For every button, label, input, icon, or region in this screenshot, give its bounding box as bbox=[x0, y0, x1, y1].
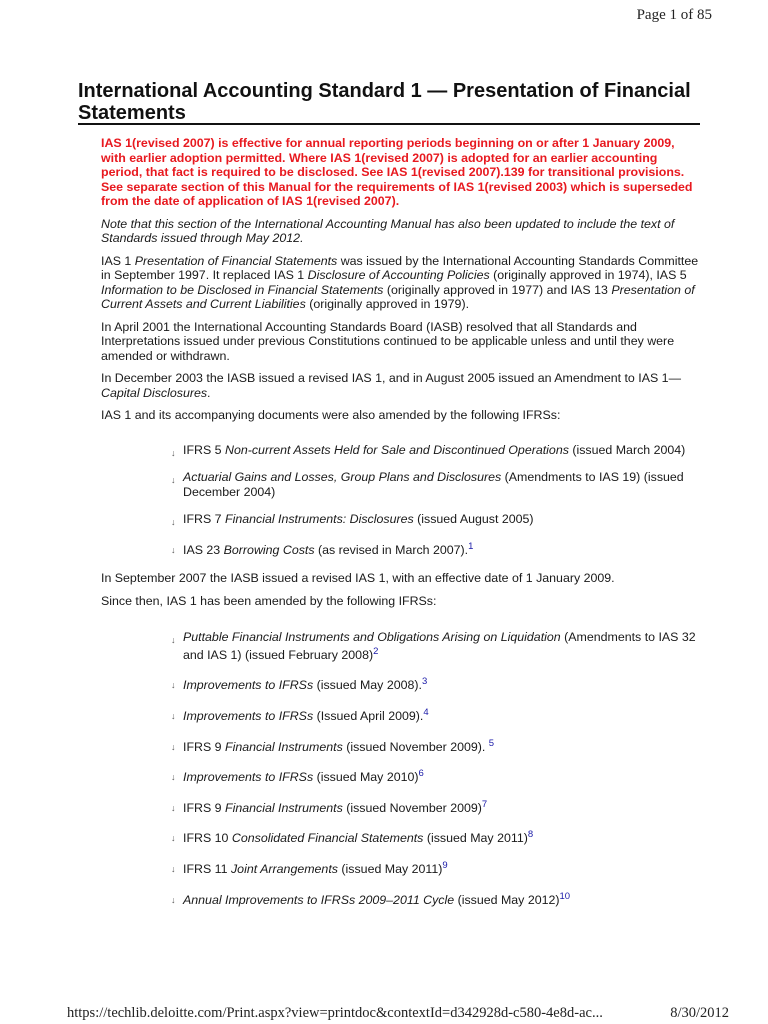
page-title: International Accounting Standard 1 — Presentation of Financial Statements bbox=[78, 80, 691, 124]
para3-text-a: In December 2003 the IASB issued a revised IAS 1, and in August 2005 issued an Amendment to IAS 1— bbox=[101, 371, 681, 385]
item-title: Improvements to IFRSs bbox=[183, 709, 314, 723]
item-title: Puttable Financial Instruments and Obligations Arising on Liquidation bbox=[183, 630, 561, 645]
para1-text-g: (originally approved in 1977) and IAS 13 bbox=[383, 282, 612, 297]
list-item-text bbox=[183, 470, 703, 499]
para1-title-old-ias1: Disclosure of Accounting Policies bbox=[307, 268, 490, 282]
list-item-text bbox=[183, 798, 703, 816]
item-prefix: IFRS 7 bbox=[183, 512, 225, 526]
footnote-link[interactable]: 8 bbox=[527, 829, 534, 841]
item-title: Financial Instruments: Disclosures bbox=[225, 512, 414, 526]
amendments-intro-2: Since then, IAS 1 has been amended by the following IFRSs: bbox=[101, 593, 437, 608]
item-suffix: (Amendments to IAS 32 and IAS 1) (issued February 2008) bbox=[183, 630, 696, 662]
list-item bbox=[101, 859, 701, 877]
amendments-intro: IAS 1 and its accompanying documents were also amended by the following IFRSs: bbox=[101, 408, 561, 422]
item-prefix: IFRS 9 bbox=[183, 739, 225, 754]
list-item-text bbox=[183, 675, 703, 693]
item-suffix: (Amendments to IAS 19) (issued December 2004) bbox=[183, 470, 684, 499]
list-item bbox=[101, 512, 701, 527]
list-item bbox=[101, 828, 701, 846]
bullet-icon: ↓ bbox=[171, 833, 176, 844]
item-title: Consolidated Financial Statements bbox=[231, 831, 424, 846]
history-paragraph bbox=[101, 254, 701, 312]
list-item bbox=[101, 767, 701, 785]
footer-date: 8/30/2012 bbox=[670, 1005, 729, 1021]
list-item-text bbox=[183, 828, 703, 846]
list-item-text bbox=[183, 443, 703, 458]
item-suffix: (as revised in March 2007). bbox=[314, 542, 469, 557]
item-prefix: IFRS 10 bbox=[183, 831, 232, 846]
item-title: Financial Instruments bbox=[225, 739, 343, 754]
list-item-text bbox=[183, 706, 703, 724]
amendments-list-1 bbox=[101, 443, 701, 558]
list-item bbox=[101, 737, 701, 755]
update-note-text: Note that this section of the International Accounting Manual has also been updated to include the text of Standards issued through May 2012. bbox=[101, 216, 675, 245]
document-body bbox=[101, 136, 701, 921]
footnote-link[interactable]: 1 bbox=[468, 540, 474, 552]
para1-text-c: was issued by the International Accounting Standards Committee in September 1997. It replaced IAS 1 bbox=[101, 253, 699, 282]
list-item-text bbox=[183, 737, 703, 755]
bullet-icon: ↓ bbox=[171, 772, 176, 783]
item-title: Borrowing Costs bbox=[223, 542, 315, 557]
list-item-text bbox=[183, 630, 703, 662]
item-title: Financial Instruments bbox=[225, 800, 343, 815]
item-suffix: (issued August 2005) bbox=[413, 512, 534, 526]
footnote-link[interactable]: 5 bbox=[488, 737, 495, 749]
list-item bbox=[101, 630, 701, 662]
item-suffix: (issued March 2004) bbox=[568, 442, 686, 457]
bullet-icon: ↓ bbox=[171, 517, 176, 527]
footnote-link[interactable]: 7 bbox=[481, 798, 488, 810]
footnote-link[interactable]: 3 bbox=[421, 676, 428, 688]
list-item bbox=[101, 540, 701, 558]
bullet-icon: ↓ bbox=[171, 864, 176, 874]
footnote-link[interactable]: 9 bbox=[442, 860, 448, 871]
iasb-paragraph: In April 2001 the International Accounting Standards Board (IASB) resolved that all Standards and Interpretations issued under previous Constitutions continued to be applicable unless and until they were amended or withdrawn. bbox=[101, 319, 675, 363]
para1-text-i: (originally approved in 1979). bbox=[305, 297, 470, 311]
list-item bbox=[101, 470, 701, 499]
list-item bbox=[101, 675, 701, 693]
item-title: Non-current Assets Held for Sale and Discontinued Operations bbox=[225, 442, 569, 457]
update-note bbox=[101, 217, 701, 246]
item-title: Joint Arrangements bbox=[230, 862, 338, 877]
para1-title-ias13: Presentation of Current Assets and Current Liabilities bbox=[101, 282, 695, 311]
revised-paragraph: In September 2007 the IASB issued a revised IAS 1, with an effective date of 1 January 2009. bbox=[101, 571, 615, 586]
item-suffix: (issued May 2010) bbox=[313, 770, 419, 785]
footnote-link[interactable]: 4 bbox=[423, 706, 429, 718]
item-prefix: IFRS 9 bbox=[183, 800, 225, 815]
title-divider bbox=[78, 123, 700, 125]
list-item-text bbox=[183, 890, 703, 908]
bullet-icon: ↓ bbox=[171, 680, 176, 691]
bullet-icon: ↓ bbox=[171, 741, 176, 752]
para3-title: Capital Disclosures bbox=[101, 385, 208, 400]
footnote-link[interactable]: 10 bbox=[559, 890, 571, 902]
item-prefix: IAS 23 bbox=[183, 542, 224, 557]
item-title: Improvements to IFRSs bbox=[183, 770, 314, 785]
bullet-icon: ↓ bbox=[171, 710, 176, 721]
bullet-icon: ↓ bbox=[171, 635, 176, 646]
item-suffix: (Issued April 2009). bbox=[313, 709, 424, 723]
list-item bbox=[101, 798, 701, 816]
footnote-link[interactable]: 6 bbox=[418, 768, 424, 780]
list-item bbox=[101, 890, 701, 908]
item-title: Annual Improvements to IFRSs 2009–2011 Cycle bbox=[183, 892, 455, 907]
para1-text-a: IAS 1 bbox=[101, 253, 135, 268]
page-number: Page 1 of 85 bbox=[636, 7, 712, 23]
effective-date-notice: IAS 1(revised 2007) is effective for annual reporting periods beginning on or after 1 January 2009, with earlier adoption permitted. Where IAS 1(revised 2007) is adopted for an earlier accounting period, that fact is required to be disclosed. See IAS 1(revised 2007).139 for transitional provisions. See separate section of this Manual for the requirements of IAS 1(revised 2003) which is superseded from the date of application of IAS 1(revised 2007). bbox=[101, 136, 693, 208]
footnote-link[interactable]: 2 bbox=[373, 645, 379, 657]
item-prefix: IFRS 11 bbox=[183, 862, 231, 877]
list-item bbox=[101, 443, 701, 458]
para1-title-ias5: Information to be Disclosed in Financial Statements bbox=[101, 282, 384, 297]
para3-text-c: . bbox=[207, 385, 211, 400]
list-item-text bbox=[183, 767, 703, 785]
item-suffix: (issued May 2011) bbox=[423, 831, 528, 846]
bullet-icon: ↓ bbox=[171, 475, 176, 485]
para1-text-e: (originally approved in 1974), IAS 5 bbox=[489, 268, 687, 282]
item-prefix: IFRS 5 bbox=[183, 442, 225, 457]
para1-title-ias1: Presentation of Financial Statements bbox=[134, 253, 338, 268]
bullet-icon: ↓ bbox=[171, 544, 176, 555]
item-suffix: (issued May 2012) bbox=[454, 892, 560, 907]
amendments-list-2 bbox=[101, 630, 701, 907]
revision-paragraph bbox=[101, 371, 701, 400]
item-suffix: (issued May 2008). bbox=[313, 678, 422, 693]
item-suffix: (issued November 2009). bbox=[342, 739, 489, 754]
item-suffix: (issued November 2009) bbox=[342, 800, 482, 815]
bullet-icon: ↓ bbox=[171, 894, 176, 905]
item-suffix: (issued May 2011) bbox=[337, 862, 443, 877]
list-item-text bbox=[183, 859, 703, 877]
list-item-text bbox=[183, 540, 703, 558]
list-item-text bbox=[183, 512, 703, 527]
bullet-icon: ↓ bbox=[171, 447, 176, 458]
item-title: Improvements to IFRSs bbox=[183, 678, 314, 693]
item-title: Actuarial Gains and Losses, Group Plans and Disclosures bbox=[183, 470, 502, 484]
bullet-icon: ↓ bbox=[171, 802, 176, 813]
list-item bbox=[101, 706, 701, 724]
footer-url: https://techlib.deloitte.com/Print.aspx?view=printdoc&contextId=d342928d-c580-4e8d-ac... bbox=[67, 1005, 603, 1021]
